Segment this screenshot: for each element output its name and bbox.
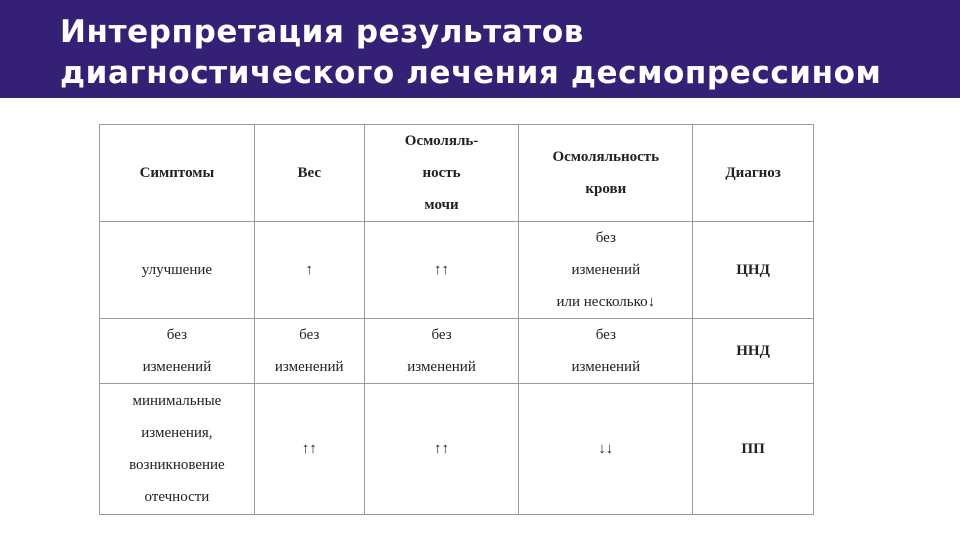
cell-symptoms: минимальные изменения, возникновение отечности [100,384,255,515]
cell-symptoms: улучшение [100,222,255,319]
cell-symptoms: без изменений [100,319,255,384]
cell-weight: без изменений [254,319,364,384]
table-row [100,384,814,515]
cell-urine-osmolality: ↑↑ [364,222,519,319]
cell-urine-osmolality: без изменений [364,319,519,384]
cell-diagnosis: ННД [693,319,814,384]
header-diagnosis: Диагноз [693,125,814,222]
header-blood-osmolality: Осмоляльность крови [519,125,693,222]
title-banner [0,0,960,98]
cell-blood-osmolality: без изменений [519,319,693,384]
desmopressin-results-table [99,124,814,515]
cell-urine-osmolality: ↑↑ [364,384,519,515]
header-weight: Вес [254,125,364,222]
cell-diagnosis: ЦНД [693,222,814,319]
header-symptoms: Симптомы [100,125,255,222]
cell-blood-osmolality: без изменений или несколько↓ [519,222,693,319]
slide-title [60,12,881,94]
cell-blood-osmolality: ↓↓ [519,384,693,515]
header-urine-osmolality: Осмоляль- ность мочи [364,125,519,222]
table-row [100,319,814,384]
slide-title-line-2: диагностического лечения десмопрессином [60,55,882,91]
table-row [100,222,814,319]
slide-title-line-1: Интерпретация результатов [60,14,584,50]
cell-weight: ↑ [254,222,364,319]
table-header-row [100,125,814,222]
cell-weight: ↑↑ [254,384,364,515]
cell-diagnosis: ПП [693,384,814,515]
